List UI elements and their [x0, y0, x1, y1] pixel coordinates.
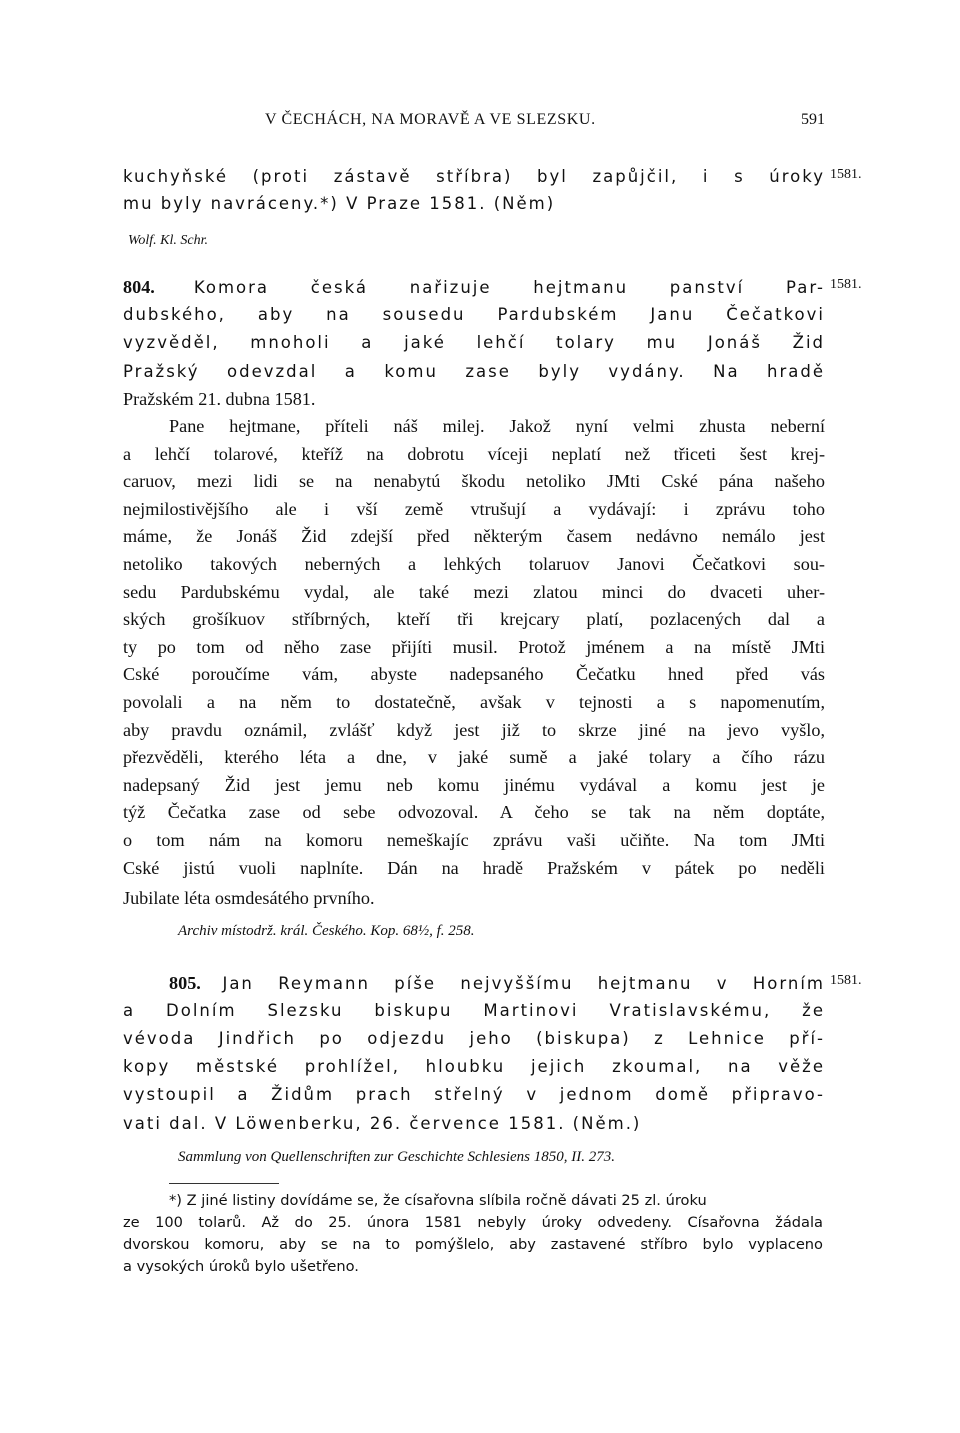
margin-year-cont: 1581.	[830, 167, 862, 182]
entry-804-body-line: Pane hejtmane, příteli náš milej. Jakož nyní velmi zhusta neberní	[169, 416, 825, 436]
footnote-rule	[169, 1183, 279, 1184]
entry-804-body-line: caruov, mezi lidi se na nenabytú škodu netoliko JMti Cské pána našeho	[123, 471, 825, 492]
entry-804-body-line: týž Čečatka zase od sebe odvozoval. A čeho se tak na něm doptáte,	[123, 802, 825, 823]
entry-804-body-line: Cské poroučíme vám, abyste nadepsaného Čečatku hned před vás	[123, 664, 825, 685]
entry-805-line-5: vystoupil a Židům prach střelný v jednom domě připravo-	[123, 1085, 825, 1104]
page-header	[123, 111, 825, 135]
entry-804-line-2: dubského, aby na sousedu Pardubském Janu Čečatkovi	[123, 305, 825, 324]
page-number: 591	[801, 111, 825, 128]
footnote-line-1: *) Z jiné listiny dovídáme se, že císařovna slíbila ročně dávati 25 zl. úroku	[169, 1192, 707, 1209]
entry-804-body-line: Cské jistú vuoli naplníte. Dán na hradě Pražském v pátek po neděli	[123, 857, 825, 878]
entry-cont-line-2: mu byly navráceny.*) V Praze 1581. (Něm)	[123, 194, 556, 213]
footnote-line-3: dvorskou komoru, aby se na to pomýšlelo, aby zastavené stříbro bylo vyplaceno	[123, 1236, 823, 1253]
entry-805-line-3: vévoda Jindřich po odjezdu jeho (biskupa) z Lehnice pří-	[123, 1029, 825, 1048]
entry-804-line-3: vyzvěděl, mnoholi a jaké lehčí tolary mu Jonáš Žid	[123, 333, 825, 352]
entry-804-source: Archiv místodrž. král. Českého. Kop. 68½, f. 258.	[178, 923, 475, 939]
entry-804-body-last: Jubilate léta osmdesátého prvního.	[123, 888, 375, 908]
entry-804-body-line: povolali a na něm to dostatečně, avšak v tejnosti a s napomenutím,	[123, 692, 825, 712]
entry-804-body-line: nadepsaný Žid jest jemu neb komu jinému vydával a komu jest je	[123, 774, 825, 795]
entry-804-body-line: ských grošíkuov stříbrných, kteří tři krejcary platí, pozlacených dal a	[123, 609, 825, 630]
entry-804-line-1: 804. Komora česká nařizuje hejtmanu panství Par-	[123, 277, 826, 297]
entry-804-body-line: netoliko takových neberných a lehkých tolaruov Janovi Čečatkovi sou-	[123, 554, 825, 574]
margin-year-804: 1581.	[830, 277, 862, 292]
entry-804-body-line: nejmilostivějšího ale i vší země vtrušují a vydávají: i zprávu toho	[123, 498, 825, 519]
entry-805-line-6: vati dal. V Löwenberku, 26. července 1581. (Něm.)	[123, 1114, 642, 1133]
margin-year-805: 1581.	[830, 973, 862, 988]
entry-cont-source: Wolf. Kl. Schr.	[128, 233, 208, 248]
footnote-line-2: ze 100 tolarů. Až do 25. února 1581 nebyly úroky odvedeny. Císařovna žádala	[123, 1214, 823, 1231]
entry-804-body-line: máme, že Jonáš Žid zdejší před některým časem nedávno nemálo jest	[123, 526, 825, 547]
entry-804-line-4: Pražský odevzdal a komu zase byly vydány. Na hradě	[123, 362, 825, 381]
entry-804-body-line: sedu Pardubskému vydal, ale také mezi zlatou minci do dvaceti uher-	[123, 581, 825, 602]
entry-804-body-line: aby pravdu oznámil, zvlášť když jest již to skrze jiné na jevo vyšlo,	[123, 719, 825, 740]
entry-804-body-line: a lehčí tolarové, kteříž na dobrotu víceji neplatí než třiceti šest krej-	[123, 443, 825, 464]
entry-804-body-line: přezvěděli, kterého léta a dne, v jaké sumě a jaké tolary a čího rázu	[123, 747, 825, 768]
entry-805-source: Sammlung von Quellenschriften zur Geschichte Schlesiens 1850, II. 273.	[178, 1149, 615, 1165]
entry-805-number: 805.	[169, 973, 201, 993]
entry-805-line-1: 805. Jan Reymann píše nejvyššímu hejtmanu v Horním	[123, 970, 825, 997]
running-title: V ČECHÁCH, NA MORAVĚ A VE SLEZSKU.	[265, 111, 596, 128]
entry-805-line-4: kopy městské prohlížel, hloubku jejich zkoumal, na věže	[123, 1057, 825, 1076]
entry-804-line-5: Pražském 21. dubna 1581.	[123, 389, 316, 409]
entry-804-body-line: o tom nám na komoru nemeškajíc zprávu vaši učiňte. Na tom JMti	[123, 830, 825, 850]
entry-805-line-2: a Dolním Slezsku biskupu Martinovi Vratislavskému, že	[123, 1001, 825, 1020]
footnote-line-4: a vysokých úroků bylo ušetřeno.	[123, 1258, 359, 1275]
entry-804-number: 804.	[123, 277, 155, 297]
entry-804-body-line: ty po tom od něho zase přijíti musil. Protož jménem a na místě JMti	[123, 636, 825, 657]
entry-cont-line-1: kuchyňské (proti zástavě stříbra) byl zapůjčil, i s úroky	[123, 167, 825, 186]
